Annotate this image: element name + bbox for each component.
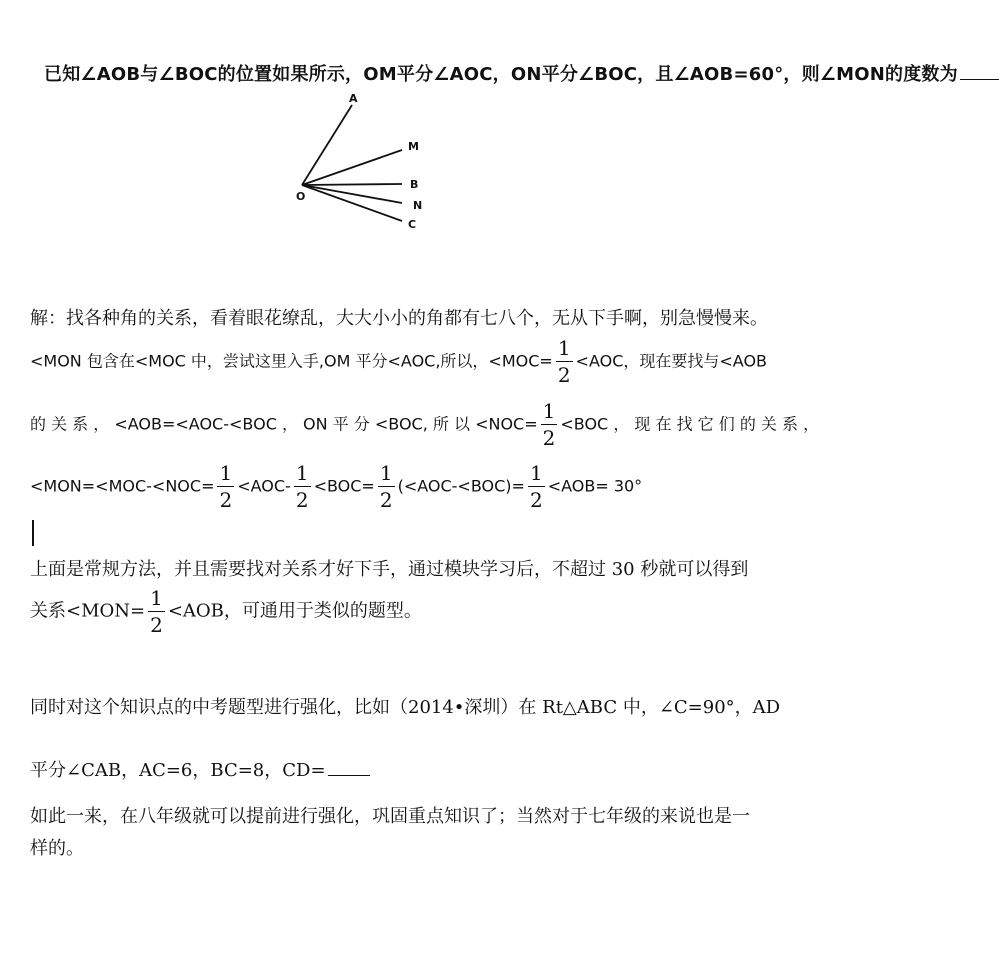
solution-line-3: 的 关 系 ， <AOB=<AOC-<BOC ， ON 平 分 <BOC, 所 以 <NOC= $\frac{1}{2}$ <BOC ， 现 在 找 它 们 的 关 系 ， bbox=[30, 399, 820, 450]
label-a: A bbox=[349, 92, 358, 105]
summary-line-1: 上面是常规方法，并且需要找对关系才好下手，通过模块学习后，不超过 30 秒就可以得到 bbox=[30, 559, 749, 580]
solution-line-1: 解：找各种角的关系，看着眼花缭乱，大大小小的角都有七八个，无从下手啊，别急慢慢来。 bbox=[30, 308, 768, 329]
ray-oa bbox=[302, 105, 352, 185]
fraction-half: $\frac{1}{2}$ bbox=[557, 336, 571, 387]
extension-line-1: 同时对这个知识点的中考题型进行强化，比如（2014•深圳）在 Rt△ABC 中，∠C=90°，AD bbox=[30, 697, 781, 718]
answer-blank bbox=[960, 65, 999, 80]
problem-statement bbox=[44, 60, 999, 86]
fraction-half: $\frac{1}{2}$ bbox=[542, 399, 556, 450]
fraction-half: $\frac{1}{2}$ bbox=[150, 586, 163, 637]
problem-text: 已知∠AOB与∠BOC的位置如果所示，OM平分∠AOC，ON平分∠BOC，且∠AOB=60°，则∠MON的度数为 bbox=[44, 64, 958, 85]
extension-line-2: 平分∠CAB，AC=6，BC=8，CD= bbox=[30, 756, 370, 782]
fraction-half: $\frac{1}{2}$ bbox=[295, 461, 309, 512]
label-b: B bbox=[410, 178, 419, 191]
solution-line-4: <MON=<MOC-<NOC= $\frac{1}{2}$ <AOC- $\frac{1}{2}$ <BOC= $\frac{1}{2}$ (<AOC-<BOC)= $\frac{1}{2}$ <AOB= 30° bbox=[30, 461, 643, 512]
label-m: M bbox=[408, 140, 419, 153]
ray-on bbox=[302, 185, 402, 203]
text-cursor bbox=[32, 520, 34, 546]
answer-blank bbox=[328, 761, 370, 776]
label-n: N bbox=[413, 199, 423, 212]
fraction-half: $\frac{1}{2}$ bbox=[219, 461, 233, 512]
ray-oc bbox=[302, 185, 402, 221]
label-o: O bbox=[296, 190, 306, 203]
ray-ob bbox=[302, 184, 402, 185]
angle-diagram bbox=[280, 88, 440, 238]
fraction-half: $\frac{1}{2}$ bbox=[529, 461, 543, 512]
ray-om bbox=[302, 150, 402, 185]
label-c: C bbox=[408, 218, 417, 231]
extension-line-4: 样的。 bbox=[30, 838, 84, 859]
extension-line-3: 如此一来，在八年级就可以提前进行强化，巩固重点知识了；当然对于七年级的来说也是一 bbox=[30, 806, 750, 827]
summary-line-2: 关系<MON= $\frac{1}{2}$ <AOB，可通用于类似的题型。 bbox=[30, 586, 422, 637]
fraction-half: $\frac{1}{2}$ bbox=[379, 461, 393, 512]
solution-line-2: <MON 包含在<MOC 中，尝试这里入手,OM 平分<AOC,所以，<MOC= $\frac{1}{2}$ <AOC，现在要找与<AOB bbox=[30, 336, 768, 387]
